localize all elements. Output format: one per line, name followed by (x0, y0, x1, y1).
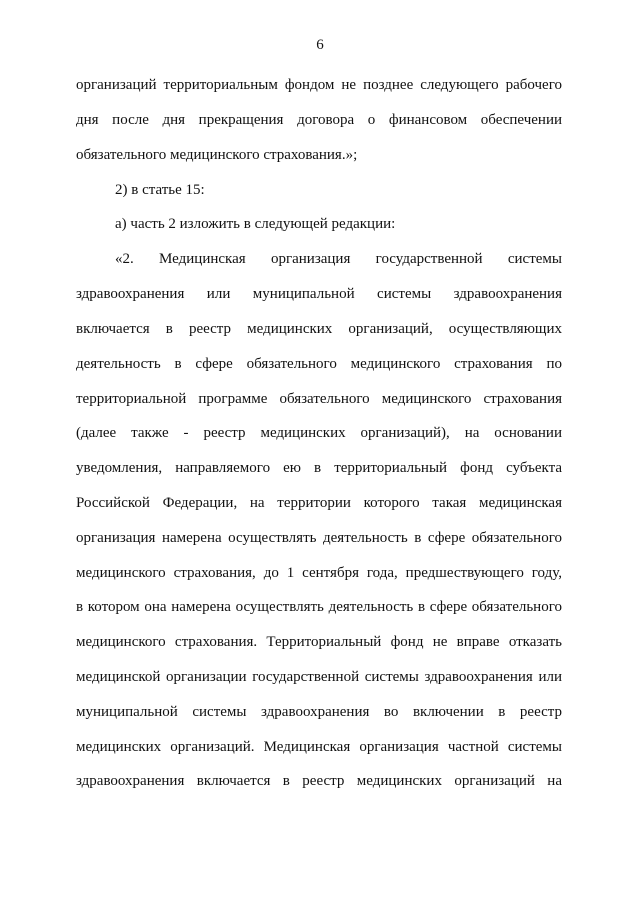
text-line: «2. Медицинская организация государственной системы (115, 251, 562, 267)
text-line: Российской Федерации, на территории которого такая медицинская (76, 495, 562, 511)
text-line: медицинского страхования. Территориальный фонд не вправе отказать (76, 634, 562, 650)
text-line: (далее также - реестр медицинских организаций), на основании (76, 425, 562, 441)
text-line: муниципальной системы здравоохранения во включении в реестр (76, 704, 562, 720)
text-line: уведомления, направляемого ею в территориальный фонд субъекта (76, 460, 562, 476)
text-line: включается в реестр медицинских организаций, осуществляющих (76, 321, 562, 337)
text-line: организация намерена осуществлять деятельность в сфере обязательного (76, 530, 562, 546)
text-line: здравоохранения включается в реестр медицинских организаций на (76, 773, 562, 789)
list-item-heading: 2) в статье 15: (115, 182, 205, 198)
text-line: здравоохранения или муниципальной системы здравоохранения (76, 286, 562, 302)
text-line: медицинского страхования, до 1 сентября года, предшествующего году, (76, 565, 562, 581)
text-line: организаций территориальным фондом не позднее следующего рабочего (76, 77, 562, 93)
text-line: медицинской организации государственной системы здравоохранения или (76, 669, 562, 685)
page-number: 6 (316, 37, 324, 53)
text-line: деятельность в сфере обязательного медицинского страхования по (76, 356, 562, 372)
text-line: дня после дня прекращения договора о финансовом обеспечении (76, 112, 562, 128)
text-line: обязательного медицинского страхования.»; (76, 147, 358, 163)
text-line: в котором она намерена осуществлять деятельность в сфере обязательного (76, 599, 562, 615)
text-line: медицинских организаций. Медицинская организация частной системы (76, 739, 562, 755)
text-line: территориальной программе обязательного медицинского страхования (76, 391, 562, 407)
list-subitem: а) часть 2 изложить в следующей редакции: (115, 216, 396, 232)
